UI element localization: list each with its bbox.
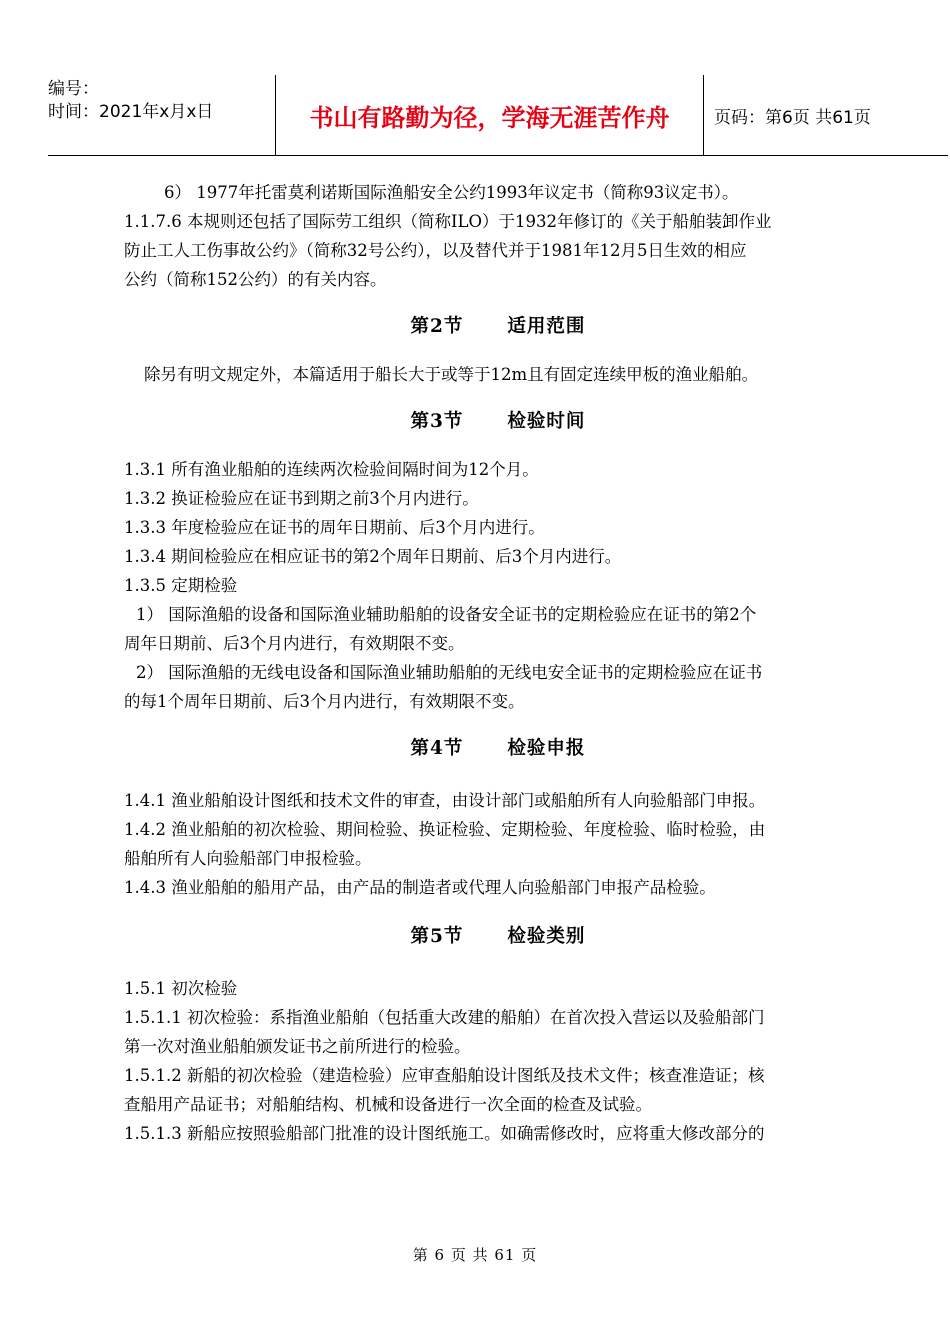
paragraph: 1.3.1 所有渔业船舶的连续两次检验间隔时间为12个月。 [124, 460, 539, 479]
paragraph: 1.3.2 换证检验应在证书到期之前3个月内进行。 [124, 489, 479, 508]
document-body [124, 178, 872, 1148]
header-page-info: 页码：第6页 共61页 [714, 107, 871, 128]
paragraph: 1.5.1 初次检验 [124, 979, 238, 998]
section-title: 检验时间 [507, 411, 586, 432]
paragraph: 6） 1977年托雷莫利诺斯国际渔船安全公约1993年议定书（简称93议定书）。 [164, 183, 739, 202]
paragraph: 公约（简称152公约）的有关内容。 [124, 270, 387, 289]
section-heading [124, 407, 872, 437]
paragraph: 防止工人工伤事故公约》（简称32号公约），以及替代并于1981年12月5日生效的相应 [124, 241, 747, 260]
section-title: 检验类别 [507, 926, 586, 947]
paragraph: 的每1个周年日期前、后3个月内进行，有效期限不变。 [124, 692, 525, 711]
paragraph: 1.1.7.6 本规则还包括了国际劳工组织（简称ILO）于1932年修订的《关于船舶装卸作业 [124, 212, 772, 231]
section-number: 第2节 [410, 316, 464, 337]
page-header [48, 75, 948, 156]
paragraph: 船舶所有人向验船部门申报检验。 [124, 849, 372, 868]
section-heading [124, 922, 872, 952]
paragraph: 1.5.1.2 新船的初次检验（建造检验）应审查船舶设计图纸及技术文件；核查准造证；核 [124, 1066, 765, 1085]
paragraph: 1） 国际渔船的设备和国际渔业辅助船舶的设备安全证书的定期检验应在证书的第2个 [136, 605, 757, 624]
document-number-label: 编号： [48, 79, 99, 99]
section-number: 第5节 [410, 926, 464, 947]
paragraph: 1.4.1 渔业船舶设计图纸和技术文件的审查，由设计部门或船舶所有人向验船部门申报。 [124, 791, 766, 810]
section-heading [124, 312, 872, 342]
section-number: 第4节 [410, 738, 464, 759]
paragraph: 1.3.5 定期检验 [124, 576, 238, 595]
paragraph: 1.4.2 渔业船舶的初次检验、期间检验、换证检验、定期检验、年度检验、临时检验，由 [124, 820, 766, 839]
paragraph: 2） 国际渔船的无线电设备和国际渔业辅助船舶的无线电安全证书的定期检验应在证书 [136, 663, 763, 682]
paragraph: 1.5.1.1 初次检验：系指渔业船舶（包括重大改建的船舶）在首次投入营运以及验船部门 [124, 1008, 765, 1027]
section-heading [124, 734, 872, 764]
paragraph: 查船用产品证书；对船舶结构、机械和设备进行一次全面的检查及试验。 [124, 1095, 652, 1114]
section-title: 适用范围 [507, 316, 586, 337]
section-title: 检验申报 [507, 738, 586, 759]
paragraph: 1.5.1.3 新船应按照验船部门批准的设计图纸施工。如确需修改时，应将重大修改部分的 [124, 1124, 765, 1143]
header-motto: 书山有路勤为径，学海无涯苦作舟 [276, 75, 704, 155]
paragraph: 1.4.3 渔业船舶的船用产品，由产品的制造者或代理人向验船部门申报产品检验。 [124, 878, 716, 897]
paragraph: 1.3.4 期间检验应在相应证书的第2个周年日期前、后3个月内进行。 [124, 547, 622, 566]
section-number: 第3节 [410, 411, 464, 432]
header-meta [48, 75, 276, 155]
paragraph: 除另有明文规定外，本篇适用于船长大于或等于12m且有固定连续甲板的渔业船舶。 [144, 365, 759, 384]
page-footer: 第 6 页 共 61 页 [412, 1246, 538, 1264]
document-time-label: 时间：2021年x月x日 [48, 102, 214, 122]
paragraph: 周年日期前、后3个月内进行，有效期限不变。 [124, 634, 465, 653]
paragraph: 1.3.3 年度检验应在证书的周年日期前、后3个月内进行。 [124, 518, 545, 537]
paragraph: 第一次对渔业船舶颁发证书之前所进行的检验。 [124, 1037, 471, 1056]
